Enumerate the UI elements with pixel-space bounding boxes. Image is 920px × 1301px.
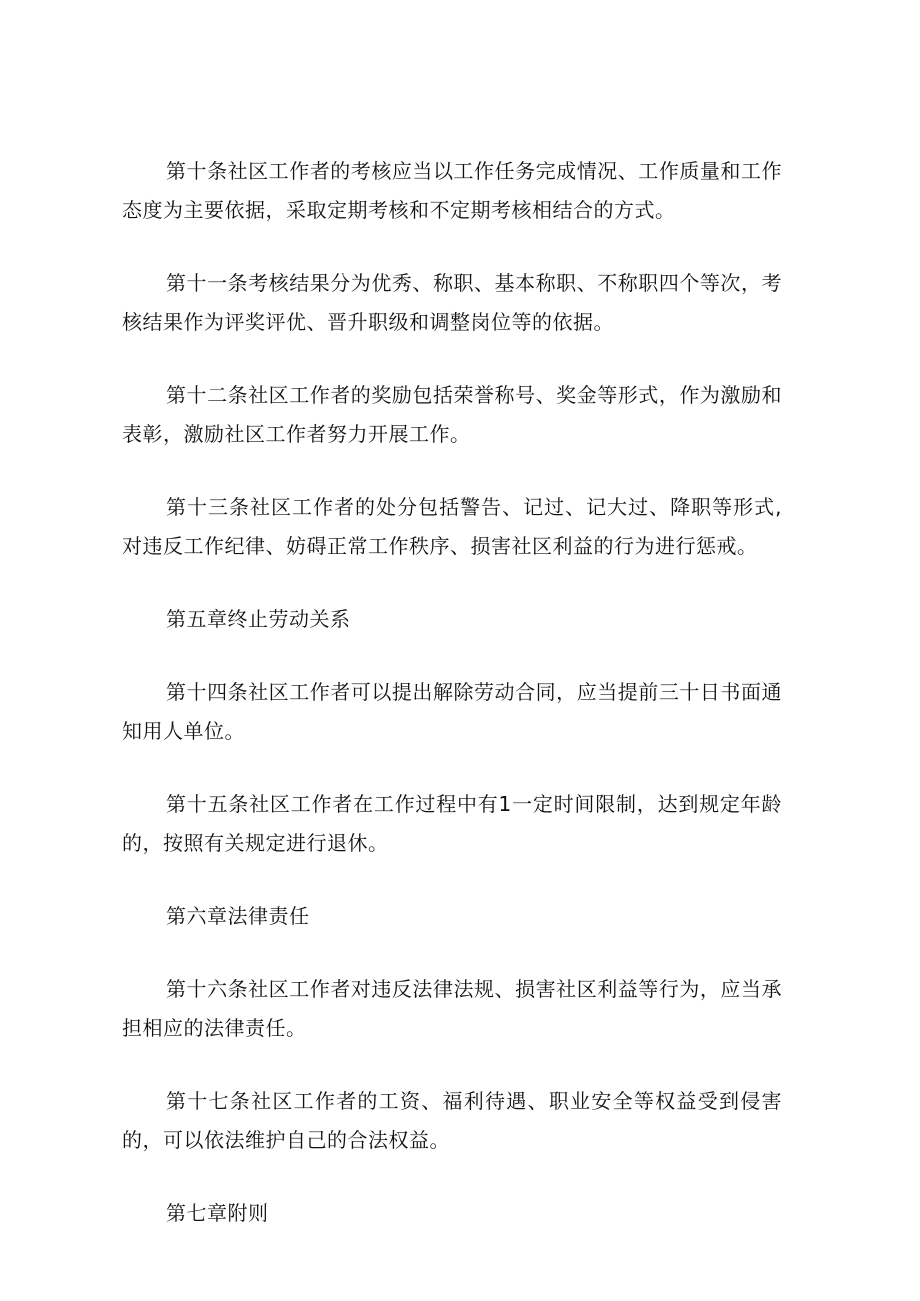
article-10: 第十条社区工作者的考核应当以工作任务完成情况、工作质量和工作态度为主要依据，采取定期考核和不定期考核相结合的方式。 xyxy=(122,159,782,222)
article-16: 第十六条社区工作者对违反法律法规、损害社区利益等行为，应当承担相应的法律责任。 xyxy=(122,977,782,1040)
chapter-7-heading: 第七章附则 xyxy=(166,1201,269,1225)
article-12: 第十二条社区工作者的奖励包括荣誉称号、奖金等形式，作为激励和表彰，激励社区工作者努力开展工作。 xyxy=(122,383,782,446)
article-13: 第十三条社区工作者的处分包括警告、记过、记大过、降职等形式,对违反工作纪律、妨碍正常工作秩序、损害社区利益的行为进行惩戒。 xyxy=(122,495,782,558)
chapter-6-heading: 第六章法律责任 xyxy=(166,904,310,928)
article-17: 第十七条社区工作者的工资、福利待遇、职业安全等权益受到侵害的，可以依法维护自己的合法权益。 xyxy=(122,1089,782,1152)
article-11: 第十一条考核结果分为优秀、称职、基本称职、不称职四个等次，考核结果作为评奖评优、晋升职级和调整岗位等的依据。 xyxy=(122,271,782,334)
article-15: 第十五条社区工作者在工作过程中有1一定时间限制，达到规定年龄的，按照有关规定进行退休。 xyxy=(122,792,782,855)
document-body xyxy=(122,152,782,1267)
article-14: 第十四条社区工作者可以提出解除劳动合同，应当提前三十日书面通知用人单位。 xyxy=(122,680,782,743)
chapter-5-heading: 第五章终止劳动关系 xyxy=(166,607,351,631)
